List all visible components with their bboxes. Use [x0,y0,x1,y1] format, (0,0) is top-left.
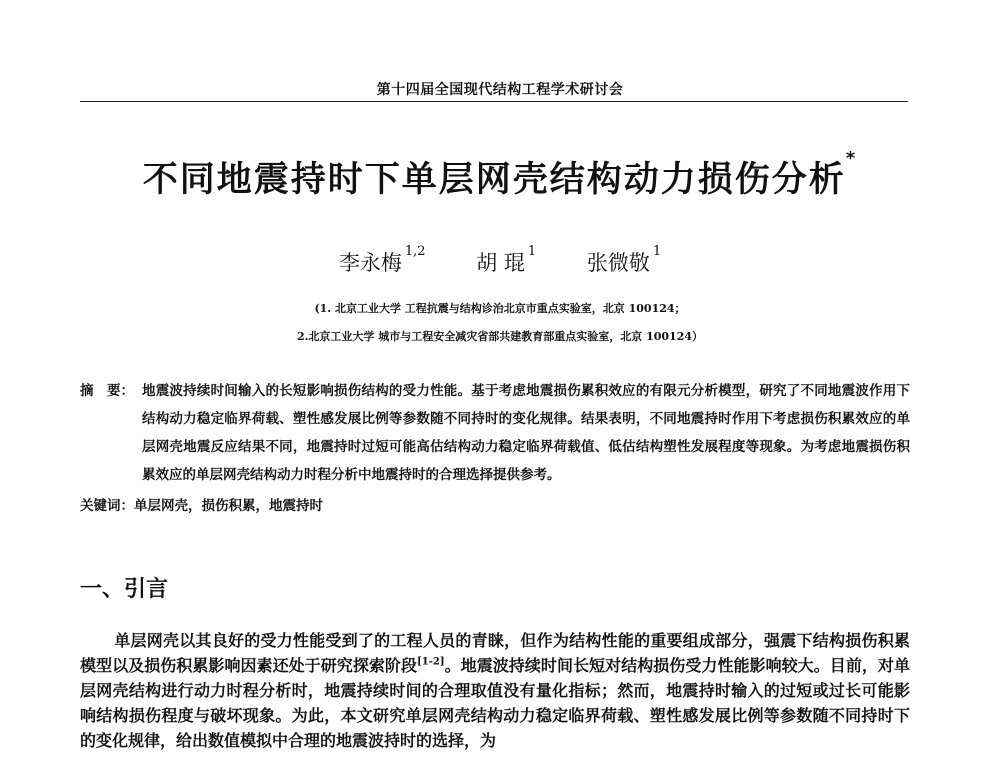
author-affil-mark: 1 [527,244,537,259]
abstract-label: 摘 要： [80,383,134,399]
keywords-text: 单层网壳，损伤积累，地震持时 [134,498,323,514]
keywords [80,494,910,514]
citation-ref: [1-2] [417,656,445,668]
affiliation-1: (1. 北京工业大学 工程抗震与结构诊治北京市重点实验室，北京 100124； [314,302,686,315]
author-affil-mark: 1 [652,244,662,259]
author [338,244,426,275]
abstract [80,377,910,489]
paper-title [0,148,1000,202]
author-affil-mark: 1,2 [404,244,426,259]
keywords-label: 关键词： [80,498,134,514]
author [586,244,662,275]
section-heading: 一、引言 [80,577,169,602]
title-footnote-mark: * [845,148,858,169]
header-rule [80,101,908,102]
author-name: 张微敬 [586,251,650,275]
abstract-text: 地震波持续时间输入的长短影响损伤结构的受力性能。基于考虑地震损伤累积效应的有限元分析模型，研究了不同地震波作用下结构动力稳定临界荷载、塑性感发展比例等参数随不同持时的变化规律。结果表明，不同地震持时作用下考虑损伤积累效应的单层网壳地震反应结果不同，地震持时过短可能高估结构动力稳定临界荷载值、低估结构塑性发展程度等现象。为考虑地震损伤积累效应的单层网壳结构动力时程分析中地震持时的合理选择提供参考。 [142,383,910,483]
author-name: 李永梅 [338,251,402,275]
author-list [0,244,1000,277]
author [476,244,537,275]
conference-header: 第十四届全国现代结构工程学术研讨会 [376,82,624,98]
intro-text-after-ref: 。地震波持续时间长短对结构损伤受力性能影响较大。目前，对单层网壳结构进行动力时程分析时，地震持续时间的合理取值没有量化指标；然而，地震持时输入的过短或过长可能影响结构损伤程度与破坏现象。为此，本文研究单层网壳结构动力稳定临界荷载、塑性感发展比例等参数随不同持时下的变化规律，给出数值模拟中合理的地震波持时的选择，为 [80,656,910,750]
intro-text-before-ref: 单层网壳以其良好的受力性能受到了的工程人员的青睐，但作为结构性能的重要组成部分，强震下结构损伤积累模型以及损伤积累影响因素还处于研究探索阶段 [80,631,910,675]
affiliation-2: 2.北京工业大学 城市与工程安全减灾省部共建教育部重点实验室，北京 100124） [296,330,704,343]
intro-paragraph [80,628,910,753]
author-name: 胡 琨 [476,251,525,275]
paper-title-text: 不同地震持时下单层网壳结构动力损伤分析 [142,160,846,200]
